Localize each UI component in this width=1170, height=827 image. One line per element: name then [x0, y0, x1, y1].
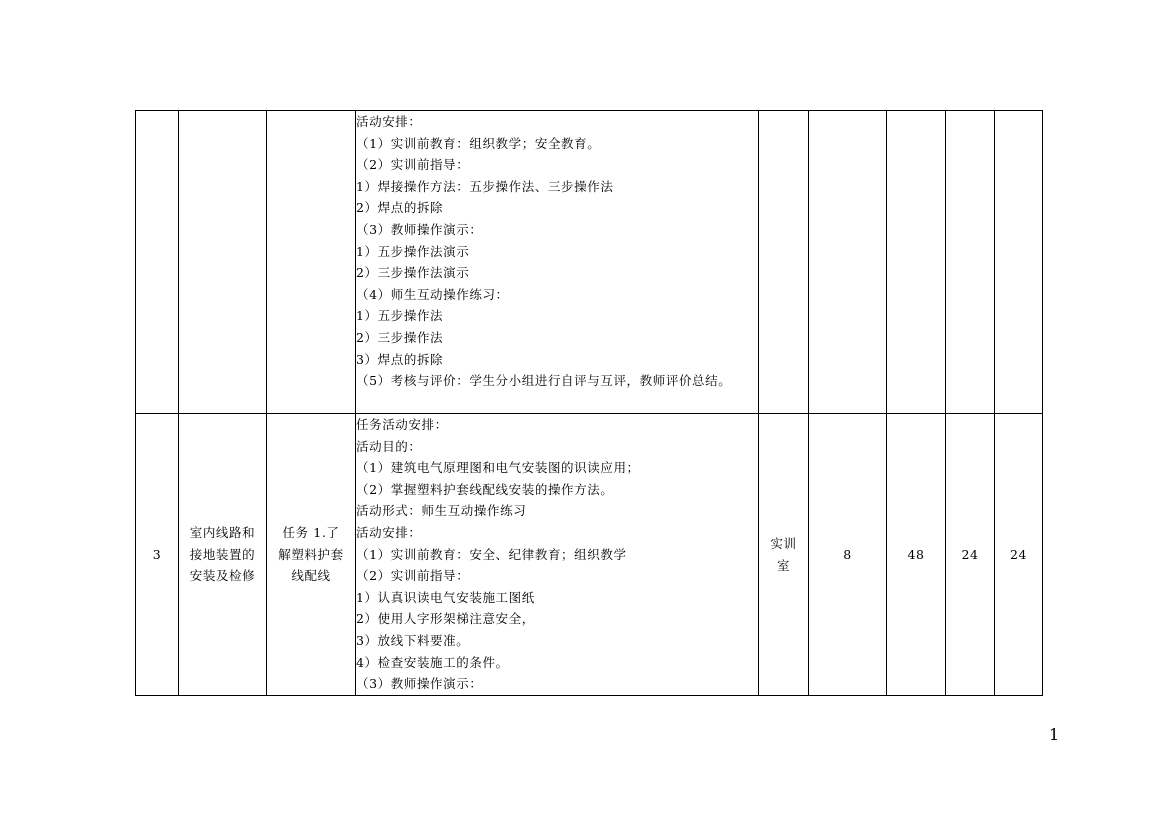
cell-module — [179, 414, 267, 696]
activity-line: 1）认真识读电气安装施工图纸 — [356, 589, 535, 605]
activity-line: 2）使用人字形架梯注意安全， — [356, 611, 535, 627]
cell-value: 24 — [946, 414, 995, 696]
cell-value: 48 — [887, 414, 946, 696]
location-line: 实训 — [770, 535, 797, 551]
activity-line: 任务活动安排： — [356, 417, 448, 432]
cell-activity — [356, 111, 759, 414]
cell-task — [267, 111, 356, 414]
activity-line: （2）实训前指导： — [356, 157, 470, 173]
cell-value — [995, 111, 1043, 414]
module-line: 安装及检修 — [189, 568, 256, 584]
cell-value — [809, 111, 887, 414]
cell-value — [946, 111, 995, 414]
activity-line: （1）实训前教育：组织教学；安全教育。 — [356, 135, 601, 151]
cell-activity — [356, 414, 759, 696]
activity-line: （3）教师操作演示： — [356, 221, 483, 237]
activity-line: （1）实训前教育：安全、纪律教育；组织教学 — [356, 546, 627, 562]
cell-value — [887, 111, 946, 414]
cell-task — [267, 414, 356, 696]
cell-module — [179, 111, 267, 414]
activity-line: 活动目的： — [356, 438, 422, 454]
lesson-plan-table — [135, 110, 1043, 696]
activity-line: 1）五步操作法演示 — [356, 243, 470, 259]
table-row — [136, 414, 1043, 696]
activity-line: 活动安排： — [356, 524, 422, 540]
activity-line: （4）师生互动操作练习： — [356, 286, 509, 302]
cell-number: 3 — [136, 414, 179, 696]
module-line: 接地装置的 — [189, 546, 256, 562]
task-line: 线配线 — [291, 568, 331, 584]
activity-line: 2）三步操作法 — [356, 329, 444, 345]
cell-number — [136, 111, 179, 414]
page-number: 1 — [1049, 725, 1060, 744]
activity-line: 2）三步操作法演示 — [356, 265, 470, 281]
activity-line: 1）五步操作法 — [356, 308, 444, 324]
cell-value: 24 — [995, 414, 1043, 696]
cell-location — [759, 414, 809, 696]
activity-line: 活动形式：师生互动操作练习 — [356, 503, 527, 519]
activity-line: （1）建筑电气原理图和电气安装图的识读应用； — [356, 460, 640, 476]
activity-line: 3）放线下料要准。 — [356, 632, 470, 648]
activity-line: （2）实训前指导： — [356, 568, 470, 584]
location-line: 室 — [776, 557, 791, 573]
module-line: 室内线路和 — [189, 525, 256, 541]
activity-line: （5）考核与评价：学生分小组进行自评与互评，教师评价总结。 — [356, 373, 732, 389]
activity-line: 2）焊点的拆除 — [356, 200, 444, 216]
task-line: 解塑料护套 — [278, 546, 344, 562]
cell-value: 8 — [809, 414, 887, 696]
task-line: 任务 1.了 — [282, 525, 340, 541]
activity-line: 4）检查安装施工的条件。 — [356, 654, 509, 670]
cell-location — [759, 111, 809, 414]
activity-line: 活动安排： — [356, 114, 422, 129]
activity-line: 3）焊点的拆除 — [356, 351, 444, 367]
table-row — [136, 111, 1043, 414]
activity-line: （3）教师操作演示： — [356, 676, 483, 692]
activity-line: （2）掌握塑料护套线配线安装的操作方法。 — [356, 481, 614, 497]
activity-line: 1）焊接操作方法：五步操作法、三步操作法 — [356, 178, 614, 194]
